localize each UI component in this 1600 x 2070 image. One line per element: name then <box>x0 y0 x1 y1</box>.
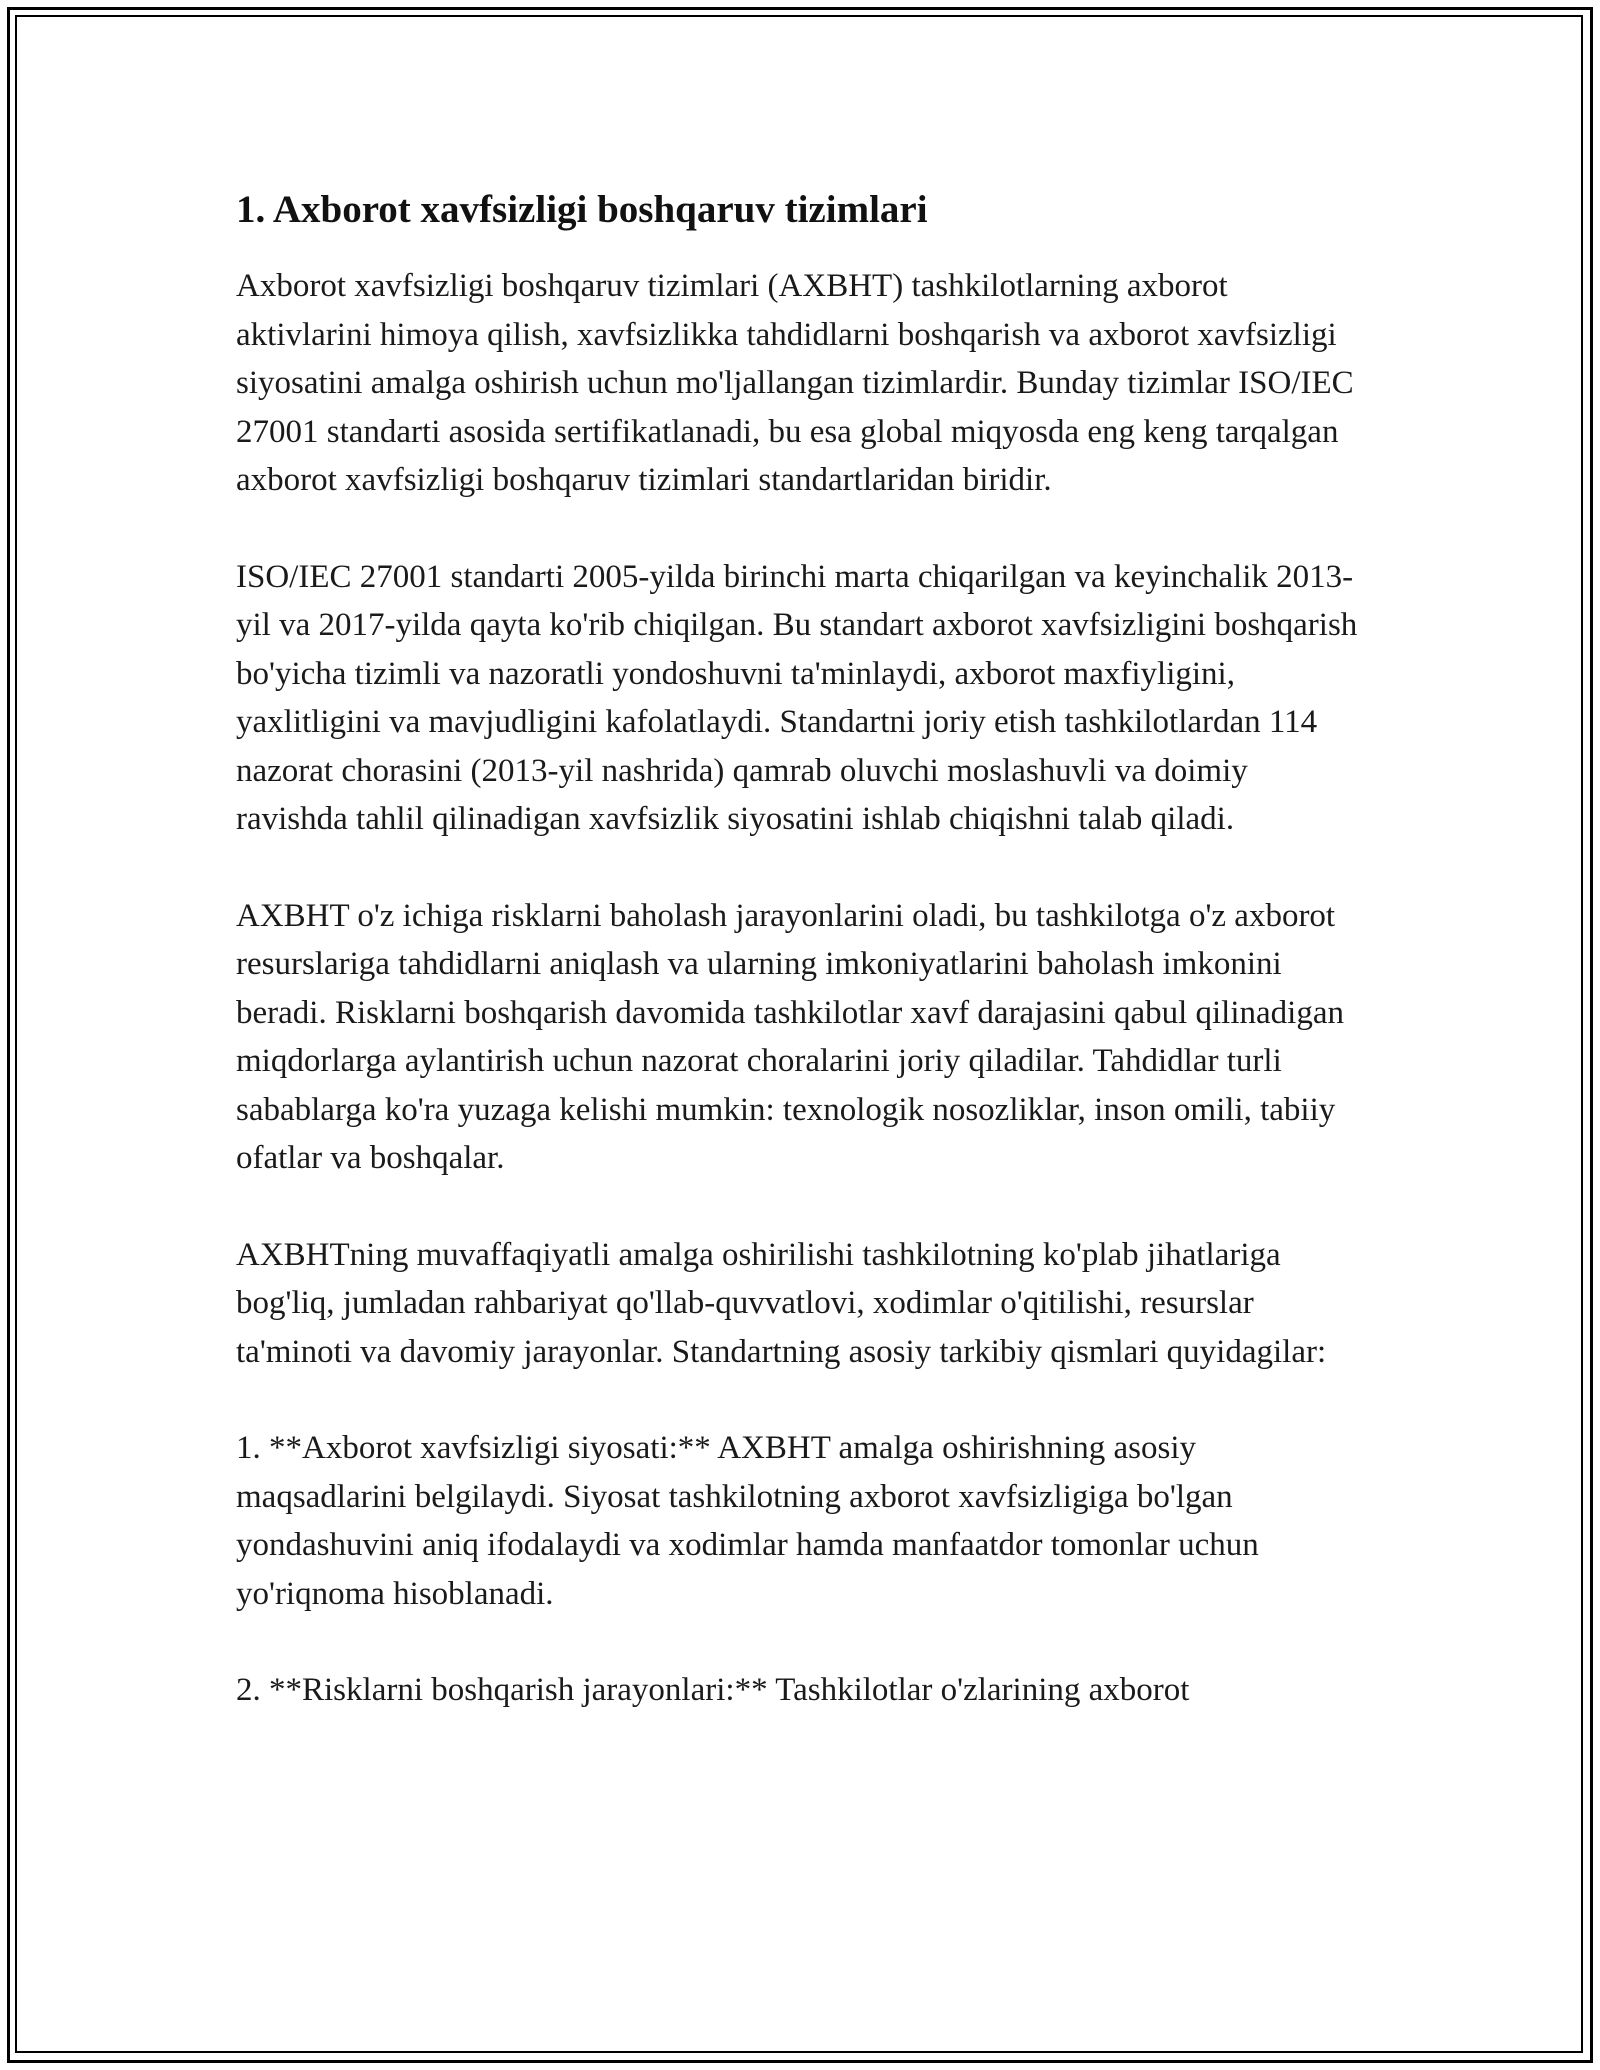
section-heading: 1. Axborot xavfsizligi boshqaruv tizimlari <box>236 188 928 231</box>
paragraph-iso-standard: ISO/IEC 27001 standarti 2005-yilda birinchi marta chiqarilgan va keyinchalik 2013-yil va 2017-yilda qayta ko'rib chiqilgan. Bu standart axborot xavfsizligini boshqarish bo'yicha tizimli va nazoratli yondoshuvni ta'minlaydi, axborot maxfiyligini, yaxlitligini va mavjudligini kafolatlaydi. Standartni joriy etish tashkilotlardan 114 nazorat chorasini (2013-yil nashrida) qamrab oluvchi moslashuvli va doimiy ravishda tahlil qilinadigan xavfsizlik siyosatini ishlab chiqishni talab qiladi. <box>236 558 1358 837</box>
list-item-policy: 1. **Axborot xavfsizligi siyosati:** AXBHT amalga oshirishning asosiy maqsadlarini belgilaydi. Siyosat tashkilotning axborot xavfsizligiga bo'lgan yondashuvini aniq ifodalaydi va xodimlar hamda manfaatdor tomonlar uchun yo'riqnoma hisoblanadi. <box>236 1430 1259 1612</box>
paragraph-risk-assessment: AXBHT o'z ichiga risklarni baholash jarayonlarini oladi, bu tashkilotga o'z axborot resurslariga tahdidlarni aniqlash va ularning imkoniyatlarini baholash imkonini beradi. Risklarni boshqarish davomida tashkilotlar xavf darajasini qabul qilinadigan miqdorlarga aylantirish uchun nazorat choralarini joriy qiladilar. Tahdidlar turli sabablarga ko'ra yuzaga kelishi mumkin: texnologik nosozliklar, inson omili, tabiiy ofatlar va boshqalar. <box>236 897 1344 1176</box>
paragraph-implementation: AXBHTning muvaffaqiyatli amalga oshirilishi tashkilotning ko'plab jihatlariga bog'liq, jumladan rahbariyat qo'llab-quvvatlovi, xodimlar o'qitilishi, resurslar ta'minoti va davomiy jarayonlar. Standartning asosiy tarkibiy qismlari quyidagilar: <box>236 1236 1327 1370</box>
list-item-risk-management: 2. **Risklarni boshqarish jarayonlari:** Tashkilotlar o'zlarining axborot <box>236 1672 1190 1708</box>
document-body <box>236 184 1366 1763</box>
paragraph-intro: Axborot xavfsizligi boshqaruv tizimlari (AXBHT) tashkilotlarning axborot aktivlarini himoya qilish, xavfsizlikka tahdidlarni boshqarish va axborot xavfsizligi siyosatini amalga oshirish uchun mo'ljallangan tizimlardir. Bunday tizimlar ISO/IEC 27001 standarti asosida sertifikatlanadi, bu esa global miqyosda eng keng tarqalgan axborot xavfsizligi boshqaruv tizimlari standartlaridan biridir. <box>236 268 1354 498</box>
